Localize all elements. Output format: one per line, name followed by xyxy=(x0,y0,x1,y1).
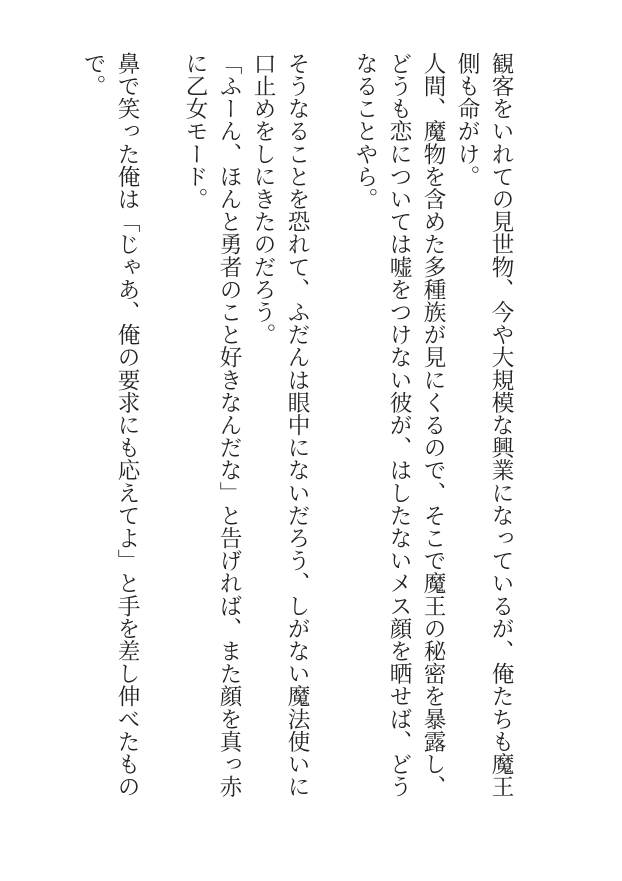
paragraph-5: 鼻で笑った俺は「じゃあ、俺の要求にも応えてよ」と手を差し伸べたもので。 xyxy=(81,52,140,798)
blank-line xyxy=(314,52,348,802)
paragraph-4: 「ふーん、ほんと勇者のこと好きなんだな」と告げれば、また顔を真っ赤に乙女モード。 xyxy=(183,52,242,798)
paragraph-2: 人間、魔物を含めた多種族が見にくるので、そこで魔王の秘密を暴露し、どうも恋については嘘をつけない彼が、はしたないメス顔を晒せば、どうなることやら。 xyxy=(353,52,446,798)
blank-line xyxy=(144,52,178,802)
paragraph-3: そうなることを恐れて、ふだんは眼中にないだろう、しがない魔法使いに口止めをしにきたのだろう。 xyxy=(251,52,310,798)
vertical-text-block xyxy=(76,52,518,802)
paragraph-1: 観客をいれての見世物、今や大規模な興業になっているが、俺たちも魔王側も命がけ。 xyxy=(455,52,514,798)
